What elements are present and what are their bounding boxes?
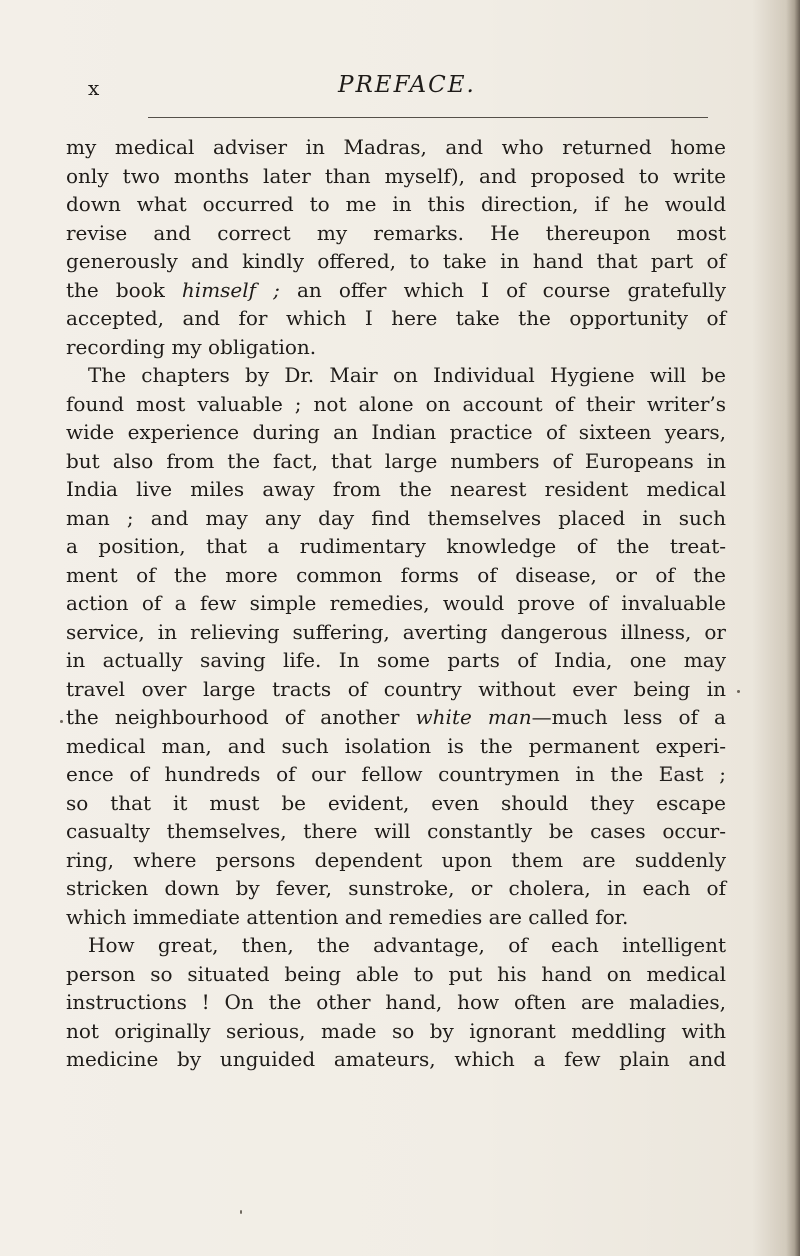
- text-line: ence of hundreds of our fellow countrymen in the East ;: [66, 762, 726, 786]
- text-segment: the neighbourhood of another: [66, 705, 416, 729]
- text-segment: —much less of a: [531, 705, 726, 729]
- header-rule: [148, 117, 708, 118]
- text-line: stricken down by fever, sunstroke, or cholera, in each of: [66, 876, 726, 900]
- text-line: so that it must be evident, even should they escape: [66, 790, 726, 815]
- text-line: medicine by unguided amateurs, which a few plain and: [66, 1047, 726, 1071]
- page-number: x: [88, 76, 101, 100]
- text-line: recording my obligation.: [66, 334, 317, 359]
- text-line: action of a few simple remedies, would prove of invaluable: [66, 591, 726, 615]
- page-edge-shadow: [786, 0, 800, 1256]
- text-line: medical man, and such isolation is the permanent experi-: [66, 733, 726, 758]
- text-segment: an offer which I of course gratefully: [279, 277, 727, 302]
- text-line: service, in relieving suffering, averting dangerous illness, or: [66, 619, 726, 644]
- text-line: ring, where persons dependent upon them are suddenly: [66, 847, 726, 872]
- text-line: found most valuable ; not alone on account of their writer’s: [66, 391, 726, 416]
- text-line: person so situated being able to put his hand on medical: [66, 961, 726, 986]
- text-line: [66, 703, 726, 732]
- running-head: PREFACE.: [338, 72, 476, 98]
- scan-speck: [737, 690, 740, 693]
- text-line: [66, 276, 726, 305]
- text-line: India live miles away from the nearest resident medical: [66, 477, 726, 501]
- text-line: The chapters by Dr. Mair on Individual Hygiene will be: [88, 363, 726, 387]
- text-line: instructions ! On the other hand, how often are maladies,: [66, 990, 726, 1014]
- text-line: my medical adviser in Madras, and who returned home: [66, 135, 726, 159]
- text-segment: the book: [66, 277, 182, 302]
- italic-text: white man: [415, 705, 532, 729]
- text-line: travel over large tracts of country without ever being in: [66, 676, 726, 701]
- text-line: down what occurred to me in this direction, if he would: [66, 192, 726, 216]
- text-line: ment of the more common forms of disease, or of the: [66, 562, 726, 587]
- text-line: casualty themselves, there will constantly be cases occur-: [66, 819, 726, 843]
- italic-text: himself ;: [181, 277, 280, 302]
- scan-speck: [60, 720, 63, 723]
- text-line: man ; and may any day find themselves placed in such: [66, 505, 726, 530]
- text-line: in actually saving life. In some parts of India, one may: [66, 648, 726, 672]
- text-line: not originally serious, made so by ignorant meddling with: [66, 1018, 726, 1043]
- page-header: [88, 72, 713, 106]
- text-line: accepted, and for which I here take the opportunity of: [66, 306, 726, 330]
- text-line: generously and kindly offered, to take in hand that part of: [66, 249, 726, 273]
- scan-speck: [240, 1210, 242, 1214]
- text-line: only two months later than myself), and proposed to write: [66, 163, 726, 188]
- text-line: but also from the fact, that large numbers of Europeans in: [66, 448, 726, 473]
- body-text: [66, 133, 726, 1074]
- text-line: How great, then, the advantage, of each intelligent: [88, 933, 726, 957]
- text-line: revise and correct my remarks. He thereupon most: [66, 220, 726, 245]
- text-line: wide experience during an Indian practice of sixteen years,: [66, 420, 726, 444]
- text-line: which immediate attention and remedies are called for.: [66, 904, 629, 929]
- text-line: a position, that a rudimentary knowledge of the treat-: [66, 534, 726, 558]
